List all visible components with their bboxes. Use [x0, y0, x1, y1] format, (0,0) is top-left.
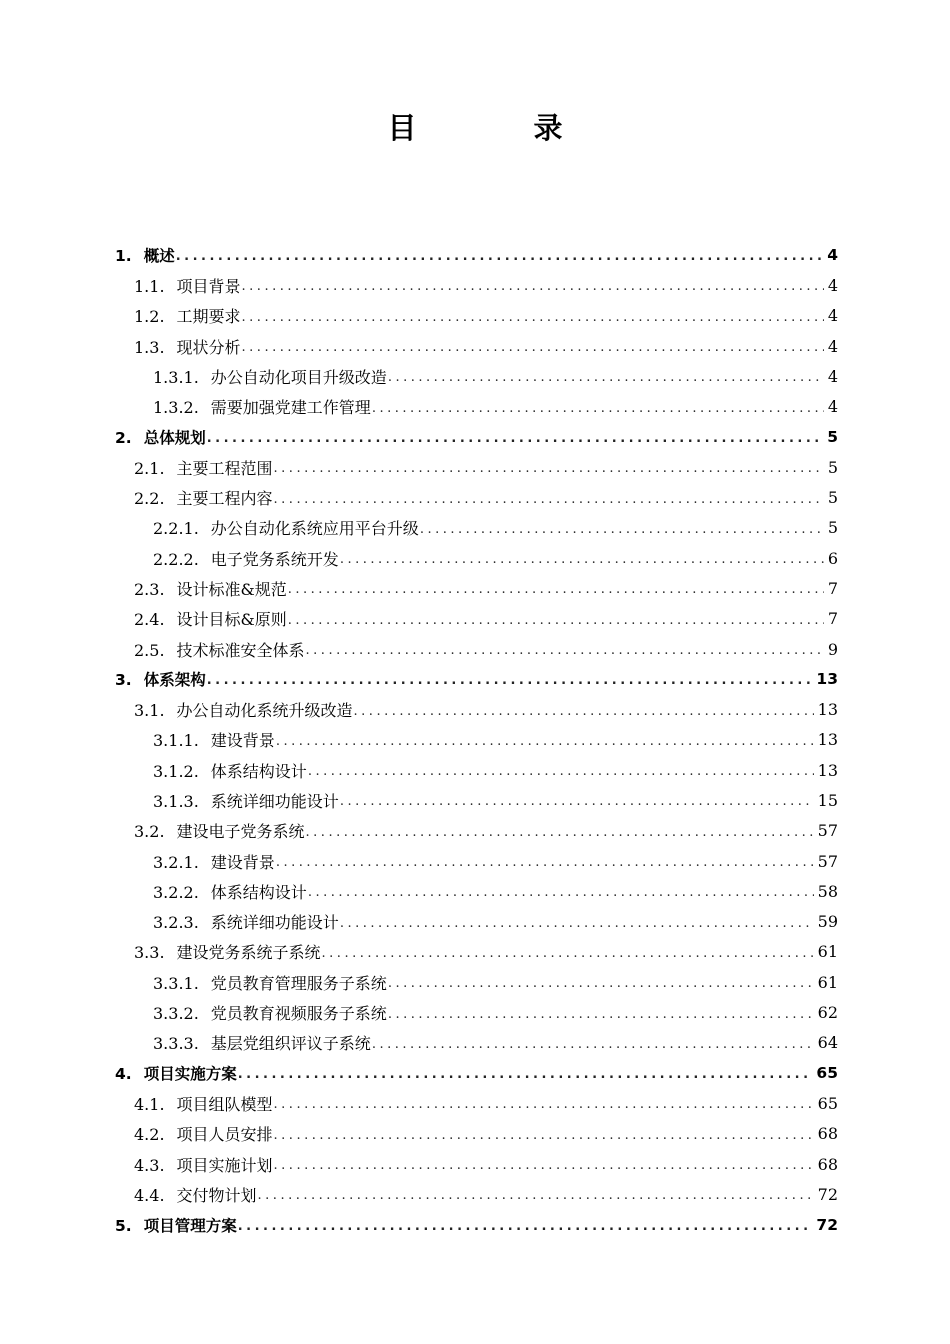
toc-page-number: 72	[817, 1184, 838, 1204]
toc-entry-number: 2.2.2.	[153, 549, 199, 569]
toc-dot-leader	[340, 785, 814, 815]
toc-dot-leader	[420, 513, 824, 543]
toc-page-number: 57	[817, 821, 838, 841]
toc-entry-number: 4.	[115, 1065, 132, 1084]
table-of-contents	[0, 240, 950, 1240]
toc-entry-text: 项目背景	[176, 276, 241, 296]
toc-entry[interactable]	[0, 1028, 950, 1058]
toc-page-number: 4	[827, 336, 838, 356]
toc-entry-text: 交付物计划	[176, 1185, 257, 1205]
toc-entry[interactable]	[0, 846, 950, 876]
toc-entry[interactable]	[0, 331, 950, 361]
toc-dot-leader	[308, 876, 814, 906]
toc-entry[interactable]	[0, 604, 950, 634]
toc-entry-number: 4.4.	[134, 1185, 165, 1205]
toc-dot-leader	[322, 937, 814, 967]
toc-entry-label	[153, 516, 419, 539]
toc-entry-number: 1.3.	[134, 337, 165, 357]
toc-entry-text: 项目实施计划	[176, 1155, 273, 1175]
toc-page-number: 61	[817, 972, 838, 992]
toc-page-number: 7	[827, 609, 838, 629]
toc-entry-number: 3.3.2.	[153, 1004, 199, 1024]
toc-entry-number: 3.2.	[134, 822, 165, 842]
toc-entry-text: 设计目标&原则	[176, 610, 287, 630]
toc-entry-label	[153, 365, 387, 388]
toc-entry-label	[153, 850, 275, 873]
toc-page-number: 68	[817, 1154, 838, 1174]
toc-dot-leader	[242, 270, 824, 300]
toc-entry[interactable]	[0, 1088, 950, 1118]
toc-entry-number: 3.	[115, 671, 132, 690]
toc-entry-text: 设计标准&规范	[176, 579, 287, 599]
toc-entry[interactable]	[0, 785, 950, 815]
toc-entry-text: 建设背景	[210, 731, 275, 751]
toc-page-number: 4	[827, 397, 838, 417]
toc-entry-text: 概述	[143, 247, 175, 266]
toc-page-number: 68	[817, 1124, 838, 1144]
toc-dot-leader	[388, 361, 824, 391]
toc-entry-label	[134, 274, 241, 297]
toc-entry[interactable]	[0, 301, 950, 331]
toc-entry[interactable]	[0, 482, 950, 512]
toc-entry-text: 系统详细功能设计	[210, 791, 339, 811]
toc-page-number: 5	[827, 457, 838, 477]
toc-entry-text: 主要工程范围	[176, 458, 273, 478]
toc-entry-text: 系统详细功能设计	[210, 913, 339, 933]
toc-page-number: 5	[827, 427, 838, 446]
toc-page-number: 15	[817, 790, 838, 810]
toc-page-number: 6	[827, 548, 838, 568]
toc-entry-number: 2.1.	[134, 458, 165, 478]
toc-entry-number: 3.3.	[134, 943, 165, 963]
toc-entry-text: 工期要求	[176, 307, 241, 327]
toc-entry-text: 项目人员安排	[176, 1125, 273, 1145]
toc-page-number: 13	[816, 670, 838, 689]
toc-entry-label	[153, 910, 339, 933]
toc-entry-label	[153, 547, 339, 570]
toc-entry-label	[134, 819, 305, 842]
toc-entry[interactable]	[0, 937, 950, 967]
toc-page-number: 72	[816, 1215, 838, 1234]
toc-page-number: 4	[827, 366, 838, 386]
toc-entry-text: 党员教育视频服务子系统	[210, 1004, 387, 1024]
toc-entry-text: 现状分析	[176, 337, 241, 357]
toc-entry-label	[115, 244, 175, 266]
toc-dot-leader	[276, 725, 814, 755]
toc-entry-label	[115, 668, 206, 690]
toc-entry-text: 办公自动化系统应用平台升级	[210, 519, 419, 539]
toc-entry-label	[134, 486, 273, 509]
toc-entry-number: 2.	[115, 428, 132, 447]
toc-entry[interactable]	[0, 270, 950, 300]
toc-entry[interactable]	[0, 1058, 950, 1088]
toc-entry-label	[115, 1214, 237, 1236]
toc-entry-number: 3.2.1.	[153, 852, 199, 872]
toc-entry-label	[115, 1062, 237, 1084]
toc-entry-label	[153, 789, 339, 812]
toc-entry[interactable]	[0, 1119, 950, 1149]
toc-page-number: 13	[817, 700, 838, 720]
toc-entry[interactable]	[0, 876, 950, 906]
toc-entry-text: 体系结构设计	[210, 882, 307, 902]
toc-page-number: 4	[827, 275, 838, 295]
toc-entry-label	[115, 426, 206, 448]
toc-entry-label	[134, 1122, 273, 1145]
toc-entry-text: 建设背景	[210, 852, 275, 872]
toc-dot-leader	[276, 846, 814, 876]
toc-dot-leader	[306, 634, 824, 664]
toc-entry[interactable]	[0, 513, 950, 543]
toc-entry-number: 3.2.3.	[153, 913, 199, 933]
toc-entry[interactable]	[0, 755, 950, 785]
toc-entry[interactable]	[0, 1149, 950, 1179]
toc-entry[interactable]	[0, 725, 950, 755]
toc-page-number: 13	[817, 730, 838, 750]
toc-entry-text: 建设党务系统子系统	[176, 943, 321, 963]
toc-entry-text: 总体规划	[143, 428, 206, 447]
toc-page-number: 5	[827, 518, 838, 538]
toc-dot-leader	[258, 1179, 814, 1209]
toc-entry[interactable]	[0, 422, 950, 452]
toc-entry[interactable]	[0, 967, 950, 997]
toc-page-number: 59	[817, 912, 838, 932]
toc-entry-label	[134, 304, 241, 327]
toc-page-number: 61	[817, 942, 838, 962]
toc-dot-leader	[274, 1119, 814, 1149]
toc-entry-label	[134, 607, 287, 630]
toc-entry[interactable]	[0, 543, 950, 573]
toc-entry-text: 建设电子党务系统	[176, 822, 305, 842]
toc-entry-number: 3.1.	[134, 701, 165, 721]
toc-entry-label	[134, 335, 241, 358]
toc-entry-number: 3.1.1.	[153, 731, 199, 751]
toc-entry-label	[153, 759, 307, 782]
toc-dot-leader	[176, 240, 824, 270]
toc-entry-text: 体系架构	[143, 671, 206, 690]
toc-dot-leader	[207, 422, 824, 452]
toc-page-number: 4	[827, 246, 838, 265]
toc-entry-number: 2.2.1.	[153, 519, 199, 539]
toc-entry-text: 电子党务系统开发	[210, 549, 339, 569]
toc-dot-leader	[372, 392, 824, 422]
toc-entry[interactable]	[0, 816, 950, 846]
toc-entry-number: 3.2.2.	[153, 882, 199, 902]
toc-dot-leader	[207, 664, 813, 694]
toc-entry-number: 1.3.1.	[153, 367, 199, 387]
toc-entry-text: 党员教育管理服务子系统	[210, 973, 387, 993]
toc-dot-leader	[242, 301, 824, 331]
toc-entry-label	[134, 456, 273, 479]
toc-entry-label	[153, 728, 275, 751]
toc-page-number: 9	[827, 639, 838, 659]
toc-dot-leader	[340, 543, 824, 573]
toc-dot-leader	[274, 1149, 814, 1179]
toc-dot-leader	[242, 331, 824, 361]
toc-entry-number: 5.	[115, 1216, 132, 1235]
toc-dot-leader	[274, 1088, 814, 1118]
toc-dot-leader	[372, 1028, 814, 1058]
toc-page-number: 7	[827, 578, 838, 598]
toc-page-number: 58	[817, 881, 838, 901]
toc-entry-label	[153, 880, 307, 903]
toc-entry-number: 4.2.	[134, 1125, 165, 1145]
toc-page-number: 65	[817, 1093, 838, 1113]
toc-entry-number: 1.2.	[134, 307, 165, 327]
toc-entry-text: 技术标准安全体系	[176, 640, 305, 660]
toc-entry-text: 体系结构设计	[210, 761, 307, 781]
toc-entry-label	[153, 1031, 371, 1054]
toc-entry[interactable]	[0, 1179, 950, 1209]
toc-entry-number: 2.5.	[134, 640, 165, 660]
toc-entry-label	[153, 971, 387, 994]
toc-entry-label	[134, 940, 321, 963]
toc-entry[interactable]	[0, 694, 950, 724]
toc-dot-leader	[274, 483, 824, 513]
toc-dot-leader	[274, 452, 824, 482]
toc-entry-label	[134, 1092, 273, 1115]
toc-dot-leader	[308, 755, 814, 785]
toc-page-number: 64	[817, 1033, 838, 1053]
toc-page-number: 5	[827, 488, 838, 508]
toc-dot-leader	[340, 907, 814, 937]
toc-dot-leader	[388, 967, 814, 997]
toc-page-number: 4	[827, 306, 838, 326]
toc-entry-number: 1.3.2.	[153, 398, 199, 418]
toc-entry[interactable]	[0, 573, 950, 603]
toc-entry-number: 4.3.	[134, 1155, 165, 1175]
toc-entry-label	[153, 1001, 387, 1024]
toc-dot-leader	[354, 695, 814, 725]
toc-entry[interactable]	[0, 1210, 950, 1240]
toc-entry-number: 3.1.2.	[153, 761, 199, 781]
toc-entry-number: 3.3.1.	[153, 973, 199, 993]
toc-entry-number: 4.1.	[134, 1094, 165, 1114]
toc-entry-number: 3.1.3.	[153, 791, 199, 811]
toc-entry[interactable]	[0, 664, 950, 694]
toc-entry-label	[134, 638, 305, 661]
toc-entry-label	[153, 395, 371, 418]
toc-dot-leader	[238, 1058, 813, 1088]
toc-entry[interactable]	[0, 452, 950, 482]
toc-entry-number: 2.2.	[134, 489, 165, 509]
toc-entry-number: 2.3.	[134, 579, 165, 599]
toc-entry-number: 1.1.	[134, 276, 165, 296]
toc-entry-text: 主要工程内容	[176, 489, 273, 509]
toc-title: 目 录	[387, 111, 607, 145]
toc-entry-label	[134, 1153, 273, 1176]
toc-entry-number: 2.4.	[134, 610, 165, 630]
toc-entry-text: 办公自动化系统升级改造	[176, 701, 353, 721]
toc-dot-leader	[306, 816, 814, 846]
toc-entry[interactable]	[0, 240, 950, 270]
toc-entry-text: 需要加强党建工作管理	[210, 398, 371, 418]
toc-entry[interactable]	[0, 997, 950, 1027]
toc-dot-leader	[388, 998, 814, 1028]
toc-entry-text: 项目组队模型	[176, 1094, 273, 1114]
toc-entry[interactable]	[0, 634, 950, 664]
toc-entry[interactable]	[0, 361, 950, 391]
toc-entry-text: 项目实施方案	[143, 1065, 237, 1084]
toc-page-number: 13	[817, 760, 838, 780]
toc-entry-text: 项目管理方案	[143, 1216, 237, 1235]
toc-entry[interactable]	[0, 907, 950, 937]
toc-dot-leader	[288, 604, 824, 634]
toc-entry-text: 基层党组织评议子系统	[210, 1034, 371, 1054]
toc-dot-leader	[288, 573, 824, 603]
toc-entry-label	[134, 698, 353, 721]
toc-page-number: 57	[817, 851, 838, 871]
toc-entry-number: 3.3.3.	[153, 1034, 199, 1054]
toc-page-number: 62	[817, 1003, 838, 1023]
toc-entry-number: 1.	[115, 247, 132, 266]
toc-entry-label	[134, 1183, 257, 1206]
toc-page-number: 65	[816, 1064, 838, 1083]
toc-dot-leader	[238, 1210, 813, 1240]
toc-entry-label	[134, 577, 287, 600]
toc-entry-text: 办公自动化项目升级改造	[210, 367, 387, 387]
toc-entry[interactable]	[0, 391, 950, 421]
